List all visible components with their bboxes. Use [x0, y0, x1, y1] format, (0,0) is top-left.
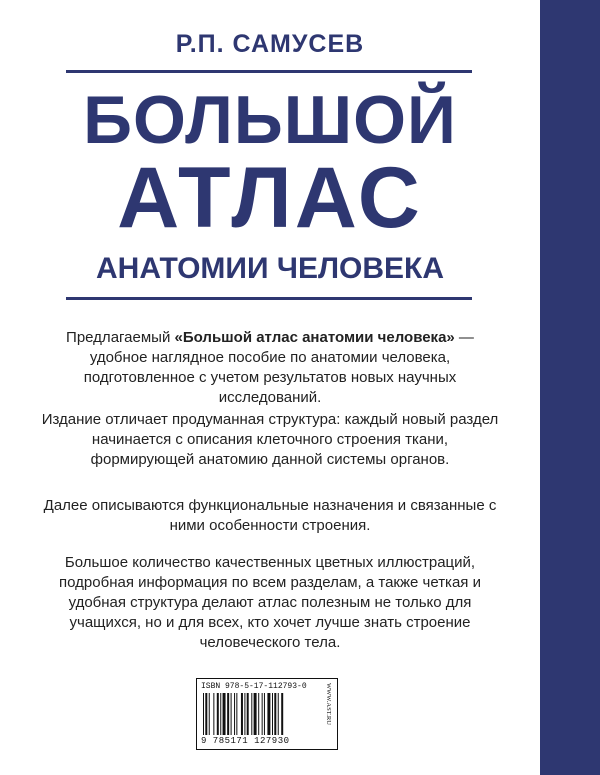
barcode-bar	[220, 693, 221, 735]
isbn-number: ISBN 978-5-17-112793-0	[201, 682, 307, 691]
title-subtitle: АНАТОМИИ ЧЕЛОВЕКА	[96, 252, 444, 285]
barcode-bar	[217, 693, 219, 735]
barcode-bar	[227, 693, 229, 735]
description-paragraph-3: Далее описываются функциональные назначения и связанные с ними особенности строения.	[43, 497, 497, 534]
barcode-bar	[251, 693, 252, 735]
barcode-bar	[281, 693, 283, 735]
barcode-bar	[209, 693, 210, 735]
isbn-barcode	[196, 678, 338, 750]
paragraph-1-lead: Предлагаемый	[66, 329, 175, 346]
book-title-reference: «Большой атлас анатомии человека»	[174, 329, 455, 346]
title-line-1: БОЛЬШОЙ	[83, 82, 457, 158]
barcode-bar	[267, 693, 270, 735]
description-paragraph-4: Большое количество качественных цветных иллюстраций, подробная информация по всем разделам, а также четкая и удобная структура делают атлас полезным не только для учащихся, но и для всех, кто хочет лучше знать строение человеческого тела.	[59, 554, 481, 651]
barcode-bar	[254, 693, 257, 735]
title-line-2: АТЛАС	[117, 150, 423, 246]
barcode-bar	[247, 693, 249, 735]
barcode-bar	[203, 693, 204, 735]
barcode-bar	[278, 693, 279, 735]
barcode-bar	[231, 693, 232, 735]
barcode-digits: 9 785171 127930	[201, 736, 290, 746]
barcode-bar	[234, 693, 235, 735]
book-spine	[540, 0, 600, 775]
description-paragraph-1	[40, 328, 500, 408]
author-name: Р.П. САМУСЕВ	[175, 30, 365, 58]
barcode-bar	[223, 693, 226, 735]
barcode-bar	[274, 693, 276, 735]
barcode-bar	[213, 693, 214, 735]
barcode-bar	[205, 693, 207, 735]
barcode-bar	[272, 693, 273, 735]
divider-top	[66, 70, 472, 73]
barcode-bar	[244, 693, 245, 735]
barcode-bars	[203, 693, 315, 735]
divider-bottom	[66, 297, 472, 300]
publisher-url: WWW.AST.RU	[325, 683, 332, 725]
barcode-bar	[264, 693, 265, 735]
barcode-bar	[262, 693, 263, 735]
barcode-bar	[241, 693, 243, 735]
barcode-bar	[258, 693, 259, 735]
description-paragraph-2: Издание отличает продуманная структура: каждый новый раздел начинается с описания клеточного строения ткани, формирующей анатомию данной системы органов.	[41, 411, 499, 468]
barcode-bar	[236, 693, 237, 735]
paragraph-1-rest: — удобное наглядное пособие по анатомии человека, подготовленное с учетом результатов новых научных исследований.	[83, 329, 474, 406]
